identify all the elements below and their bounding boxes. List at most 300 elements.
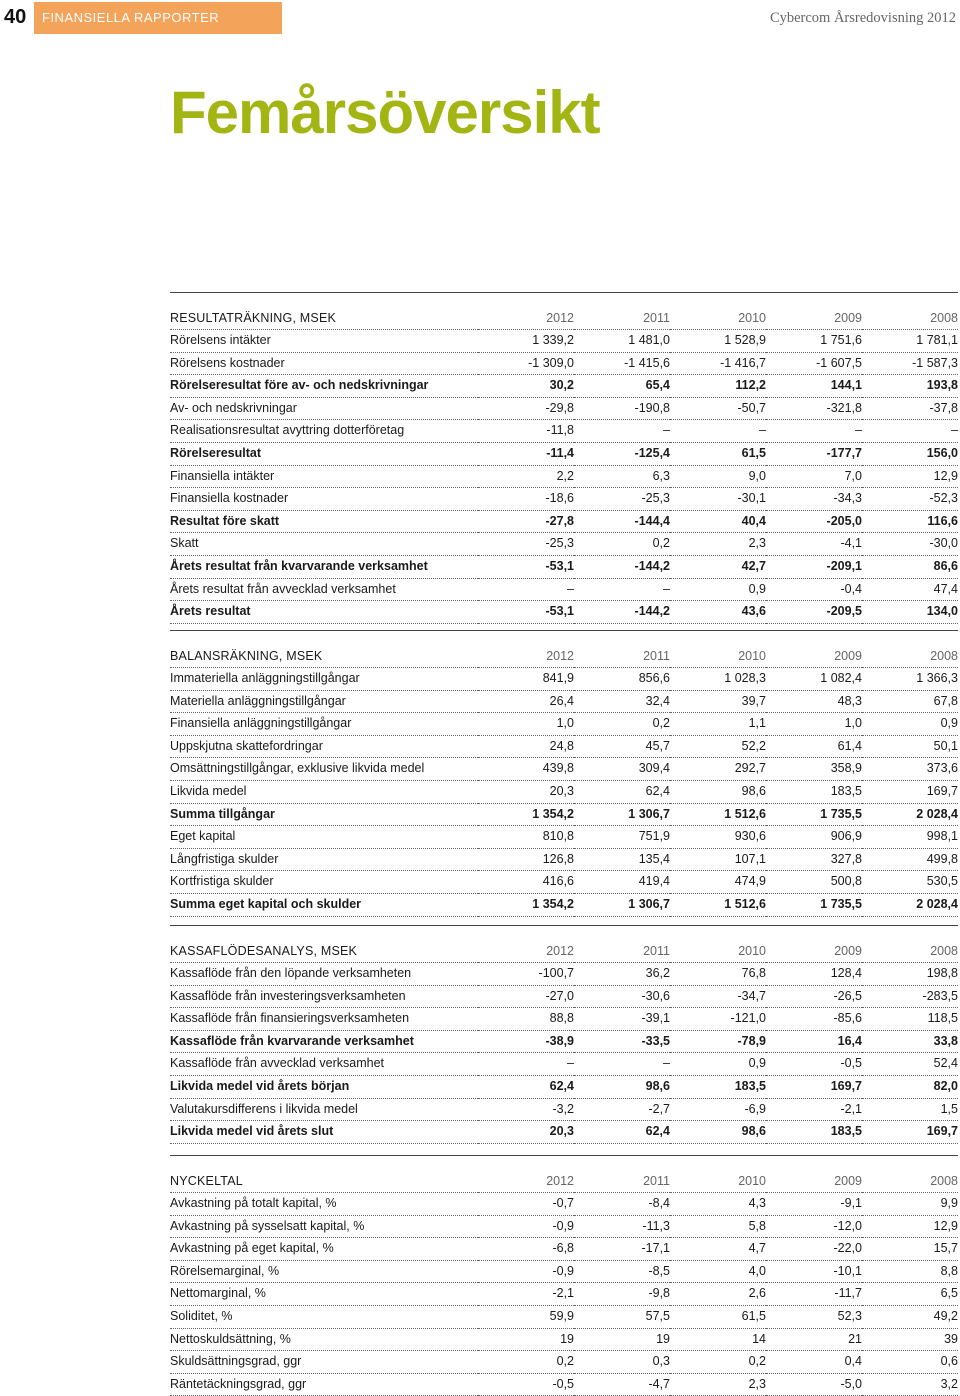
- row-value: 169,7: [862, 780, 958, 803]
- table-heading: KASSAFLÖDESANALYS, MSEK: [170, 926, 478, 963]
- row-value: 107,1: [670, 848, 766, 871]
- section-tab: FINANSIELLA RAPPORTER: [34, 2, 282, 34]
- table-row: [170, 442, 958, 465]
- row-label: Finansiella anläggningstillgångar: [170, 713, 478, 736]
- row-value: -27,8: [478, 510, 574, 533]
- row-value: 1 781,1: [862, 330, 958, 353]
- row-value: 292,7: [670, 758, 766, 781]
- row-value: 36,2: [574, 963, 670, 986]
- row-value: 3,2: [862, 1373, 958, 1396]
- table-row: [170, 735, 958, 758]
- row-value: 21: [766, 1328, 862, 1351]
- row-value: 1 354,2: [478, 893, 574, 916]
- row-label: Rörelsemarginal, %: [170, 1260, 478, 1283]
- year-header: 2008: [862, 1156, 958, 1193]
- row-label: Likvida medel: [170, 780, 478, 803]
- table-row: [170, 668, 958, 691]
- row-value: 1 512,6: [670, 893, 766, 916]
- row-label: Av- och nedskrivningar: [170, 397, 478, 420]
- row-value: 1 354,2: [478, 803, 574, 826]
- row-value: 20,3: [478, 780, 574, 803]
- row-value: -39,1: [574, 1008, 670, 1031]
- row-label: Årets resultat från kvarvarande verksamhet: [170, 555, 478, 578]
- row-value: 1 306,7: [574, 893, 670, 916]
- row-label: Uppskjutna skattefordringar: [170, 735, 478, 758]
- row-value: -4,7: [574, 1373, 670, 1396]
- row-value: 61,4: [766, 735, 862, 758]
- year-header: 2012: [478, 926, 574, 963]
- table-heading: RESULTATRÄKNING, MSEK: [170, 293, 478, 330]
- row-value: 62,4: [574, 1121, 670, 1144]
- row-value: -78,9: [670, 1030, 766, 1053]
- row-value: 4,3: [670, 1193, 766, 1216]
- year-header: 2011: [574, 926, 670, 963]
- row-value: -25,3: [478, 533, 574, 556]
- row-value: -209,5: [766, 601, 862, 624]
- row-value: –: [478, 578, 574, 601]
- row-value: 2,3: [670, 1373, 766, 1396]
- row-value: -2,1: [478, 1283, 574, 1306]
- row-value: 61,5: [670, 442, 766, 465]
- row-label: Likvida medel vid årets början: [170, 1075, 478, 1098]
- table-row: [170, 848, 958, 871]
- table-row: [170, 690, 958, 713]
- row-value: -144,4: [574, 510, 670, 533]
- row-value: 144,1: [766, 375, 862, 398]
- row-value: 52,2: [670, 735, 766, 758]
- row-value: 810,8: [478, 826, 574, 849]
- year-header: 2011: [574, 631, 670, 668]
- table-row: [170, 465, 958, 488]
- row-value: 62,4: [574, 780, 670, 803]
- row-value: 1 512,6: [670, 803, 766, 826]
- row-value: 1 366,3: [862, 668, 958, 691]
- row-value: 1 028,3: [670, 668, 766, 691]
- table-header-row: [170, 1156, 958, 1193]
- row-label: Immateriella anläggningstillgångar: [170, 668, 478, 691]
- row-value: 40,4: [670, 510, 766, 533]
- row-value: -37,8: [862, 397, 958, 420]
- row-label: Årets resultat: [170, 601, 478, 624]
- row-value: 5,8: [670, 1215, 766, 1238]
- row-value: 0,2: [574, 533, 670, 556]
- row-value: 118,5: [862, 1008, 958, 1031]
- row-value: 12,9: [862, 1215, 958, 1238]
- row-value: 61,5: [670, 1305, 766, 1328]
- row-value: 8,8: [862, 1260, 958, 1283]
- row-label: Långfristiga skulder: [170, 848, 478, 871]
- row-value: -30,6: [574, 985, 670, 1008]
- row-value: -85,6: [766, 1008, 862, 1031]
- row-value: -6,8: [478, 1238, 574, 1261]
- table-row: [170, 803, 958, 826]
- row-value: -11,7: [766, 1283, 862, 1306]
- year-header: 2012: [478, 1156, 574, 1193]
- row-value: -121,0: [670, 1008, 766, 1031]
- balans-table: [170, 630, 958, 917]
- table-row: [170, 1053, 958, 1076]
- year-header: 2012: [478, 293, 574, 330]
- row-value: -34,3: [766, 488, 862, 511]
- row-value: 19: [478, 1328, 574, 1351]
- table-row: [170, 510, 958, 533]
- row-value: 0,2: [574, 713, 670, 736]
- row-value: -100,7: [478, 963, 574, 986]
- table-row: [170, 1215, 958, 1238]
- row-label: Kortfristiga skulder: [170, 871, 478, 894]
- row-value: –: [478, 1053, 574, 1076]
- row-label: Avkastning på sysselsatt kapital, %: [170, 1215, 478, 1238]
- row-value: -0,5: [478, 1373, 574, 1396]
- year-header: 2010: [670, 631, 766, 668]
- row-label: Nettomarginal, %: [170, 1283, 478, 1306]
- row-value: 52,4: [862, 1053, 958, 1076]
- row-value: -52,3: [862, 488, 958, 511]
- row-value: 48,3: [766, 690, 862, 713]
- row-value: 1,0: [478, 713, 574, 736]
- row-value: -283,5: [862, 985, 958, 1008]
- row-value: 50,1: [862, 735, 958, 758]
- row-label: Soliditet, %: [170, 1305, 478, 1328]
- row-value: 59,9: [478, 1305, 574, 1328]
- table-row: [170, 601, 958, 624]
- row-value: -8,5: [574, 1260, 670, 1283]
- row-value: -17,1: [574, 1238, 670, 1261]
- row-value: 1 339,2: [478, 330, 574, 353]
- row-value: 751,9: [574, 826, 670, 849]
- row-value: -1 415,6: [574, 352, 670, 375]
- row-label: Avkastning på eget kapital, %: [170, 1238, 478, 1261]
- row-value: -125,4: [574, 442, 670, 465]
- row-value: 98,6: [574, 1075, 670, 1098]
- report-title: Cybercom Årsredovisning 2012: [769, 10, 956, 26]
- row-value: 1 481,0: [574, 330, 670, 353]
- row-label: Rörelseresultat: [170, 442, 478, 465]
- row-value: 2,6: [670, 1283, 766, 1306]
- resultat-table: [170, 292, 958, 624]
- row-value: 841,9: [478, 668, 574, 691]
- row-value: -18,6: [478, 488, 574, 511]
- row-value: -10,1: [766, 1260, 862, 1283]
- row-value: 930,6: [670, 826, 766, 849]
- row-value: 33,8: [862, 1030, 958, 1053]
- row-value: -53,1: [478, 555, 574, 578]
- table-row: [170, 420, 958, 443]
- year-header: 2012: [478, 631, 574, 668]
- row-label: Eget kapital: [170, 826, 478, 849]
- row-label: Avkastning på totalt kapital, %: [170, 1193, 478, 1216]
- row-value: 116,6: [862, 510, 958, 533]
- row-label: Nettoskuldsättning, %: [170, 1328, 478, 1351]
- row-value: 4,0: [670, 1260, 766, 1283]
- row-value: 9,9: [862, 1193, 958, 1216]
- row-label: Årets resultat från avvecklad verksamhet: [170, 578, 478, 601]
- row-value: 416,6: [478, 871, 574, 894]
- row-value: -9,1: [766, 1193, 862, 1216]
- row-value: 530,5: [862, 871, 958, 894]
- row-value: 19: [574, 1328, 670, 1351]
- table-row: [170, 1260, 958, 1283]
- row-value: 65,4: [574, 375, 670, 398]
- row-value: 52,3: [766, 1305, 862, 1328]
- row-value: -11,3: [574, 1215, 670, 1238]
- row-value: 0,9: [670, 1053, 766, 1076]
- row-value: -1 416,7: [670, 352, 766, 375]
- row-value: -0,7: [478, 1193, 574, 1216]
- row-value: 15,7: [862, 1238, 958, 1261]
- table-row: [170, 1283, 958, 1306]
- row-value: 88,8: [478, 1008, 574, 1031]
- row-label: Summa eget kapital och skulder: [170, 893, 478, 916]
- nyckel-table: [170, 1155, 958, 1396]
- row-value: 906,9: [766, 826, 862, 849]
- year-header: 2009: [766, 1156, 862, 1193]
- row-value: -26,5: [766, 985, 862, 1008]
- row-value: 82,0: [862, 1075, 958, 1098]
- row-value: 112,2: [670, 375, 766, 398]
- table-row: [170, 1328, 958, 1351]
- row-value: 0,3: [574, 1351, 670, 1374]
- table-row: [170, 555, 958, 578]
- table-row: [170, 780, 958, 803]
- row-value: 169,7: [766, 1075, 862, 1098]
- table-row: [170, 963, 958, 986]
- row-label: Kassaflöde från avvecklad verksamhet: [170, 1053, 478, 1076]
- row-value: 12,9: [862, 465, 958, 488]
- row-value: -3,2: [478, 1098, 574, 1121]
- row-value: 7,0: [766, 465, 862, 488]
- year-header: 2008: [862, 926, 958, 963]
- row-value: –: [574, 420, 670, 443]
- row-value: -321,8: [766, 397, 862, 420]
- year-header: 2009: [766, 631, 862, 668]
- year-header: 2011: [574, 293, 670, 330]
- row-value: 1 735,5: [766, 893, 862, 916]
- year-header: 2008: [862, 631, 958, 668]
- row-value: -50,7: [670, 397, 766, 420]
- row-value: 86,6: [862, 555, 958, 578]
- table-row: [170, 871, 958, 894]
- row-value: 439,8: [478, 758, 574, 781]
- row-value: -205,0: [766, 510, 862, 533]
- row-value: 6,3: [574, 465, 670, 488]
- year-header: 2010: [670, 293, 766, 330]
- table-row: [170, 397, 958, 420]
- row-value: -0,5: [766, 1053, 862, 1076]
- row-value: 0,9: [670, 578, 766, 601]
- year-header: 2009: [766, 293, 862, 330]
- row-value: -0,9: [478, 1260, 574, 1283]
- row-value: -0,4: [766, 578, 862, 601]
- row-value: 1,5: [862, 1098, 958, 1121]
- page-number: 40: [4, 6, 27, 28]
- row-value: -38,9: [478, 1030, 574, 1053]
- row-value: 1 306,7: [574, 803, 670, 826]
- row-value: -1 309,0: [478, 352, 574, 375]
- row-value: 126,8: [478, 848, 574, 871]
- row-value: -190,8: [574, 397, 670, 420]
- row-label: Kassaflöde från den löpande verksamheten: [170, 963, 478, 986]
- row-value: -2,1: [766, 1098, 862, 1121]
- table-row: [170, 330, 958, 353]
- table-header-row: [170, 293, 958, 330]
- kassa-table: [170, 925, 958, 1144]
- table-row: [170, 713, 958, 736]
- row-value: -1 587,3: [862, 352, 958, 375]
- row-value: 998,1: [862, 826, 958, 849]
- row-value: -34,7: [670, 985, 766, 1008]
- table-row: [170, 893, 958, 916]
- row-value: 98,6: [670, 780, 766, 803]
- table-row: [170, 352, 958, 375]
- year-header: 2010: [670, 1156, 766, 1193]
- row-value: -8,4: [574, 1193, 670, 1216]
- row-label: Likvida medel vid årets slut: [170, 1121, 478, 1144]
- row-value: -11,8: [478, 420, 574, 443]
- row-value: 183,5: [766, 1121, 862, 1144]
- row-value: 26,4: [478, 690, 574, 713]
- page-header: [0, 0, 960, 36]
- row-value: -9,8: [574, 1283, 670, 1306]
- row-label: Rörelseresultat före av- och nedskrivningar: [170, 375, 478, 398]
- row-value: 193,8: [862, 375, 958, 398]
- row-value: -2,7: [574, 1098, 670, 1121]
- row-value: -1 607,5: [766, 352, 862, 375]
- row-label: Skuldsättningsgrad, ggr: [170, 1351, 478, 1374]
- row-value: 49,2: [862, 1305, 958, 1328]
- table-header-row: [170, 926, 958, 963]
- row-value: -5,0: [766, 1373, 862, 1396]
- row-value: 183,5: [670, 1075, 766, 1098]
- row-value: -27,0: [478, 985, 574, 1008]
- row-value: 128,4: [766, 963, 862, 986]
- table-row: [170, 1193, 958, 1216]
- row-value: 9,0: [670, 465, 766, 488]
- table-row: [170, 1238, 958, 1261]
- row-value: 43,6: [670, 601, 766, 624]
- row-value: 309,4: [574, 758, 670, 781]
- row-value: 32,4: [574, 690, 670, 713]
- table-row: [170, 1008, 958, 1031]
- row-value: 0,6: [862, 1351, 958, 1374]
- row-value: 499,8: [862, 848, 958, 871]
- table-heading: BALANSRÄKNING, MSEK: [170, 631, 478, 668]
- row-value: 98,6: [670, 1121, 766, 1144]
- row-value: 1,1: [670, 713, 766, 736]
- row-value: 474,9: [670, 871, 766, 894]
- row-value: 500,8: [766, 871, 862, 894]
- row-value: 1,0: [766, 713, 862, 736]
- row-value: 135,4: [574, 848, 670, 871]
- table-row: [170, 1121, 958, 1144]
- row-value: 0,2: [670, 1351, 766, 1374]
- table-row: [170, 1098, 958, 1121]
- table-row: [170, 1075, 958, 1098]
- row-label: Skatt: [170, 533, 478, 556]
- year-header: 2009: [766, 926, 862, 963]
- row-value: 156,0: [862, 442, 958, 465]
- row-label: Kassaflöde från kvarvarande verksamhet: [170, 1030, 478, 1053]
- row-value: 1 528,9: [670, 330, 766, 353]
- row-value: 1 735,5: [766, 803, 862, 826]
- row-value: 373,6: [862, 758, 958, 781]
- row-value: 2,2: [478, 465, 574, 488]
- table-row: [170, 1305, 958, 1328]
- row-value: 327,8: [766, 848, 862, 871]
- row-value: -25,3: [574, 488, 670, 511]
- row-value: 67,8: [862, 690, 958, 713]
- row-value: -144,2: [574, 601, 670, 624]
- table-row: [170, 985, 958, 1008]
- row-value: –: [574, 578, 670, 601]
- row-value: 198,8: [862, 963, 958, 986]
- row-value: 47,4: [862, 578, 958, 601]
- row-value: -209,1: [766, 555, 862, 578]
- row-value: -53,1: [478, 601, 574, 624]
- table-row: [170, 1351, 958, 1374]
- year-header: 2011: [574, 1156, 670, 1193]
- row-value: 0,2: [478, 1351, 574, 1374]
- row-value: 2,3: [670, 533, 766, 556]
- row-value: -22,0: [766, 1238, 862, 1261]
- row-value: -12,0: [766, 1215, 862, 1238]
- row-label: Finansiella intäkter: [170, 465, 478, 488]
- row-value: 42,7: [670, 555, 766, 578]
- row-value: 39: [862, 1328, 958, 1351]
- table-heading: NYCKELTAL: [170, 1156, 478, 1193]
- row-value: -33,5: [574, 1030, 670, 1053]
- table-row: [170, 758, 958, 781]
- row-value: 30,2: [478, 375, 574, 398]
- row-value: 183,5: [766, 780, 862, 803]
- row-value: 856,6: [574, 668, 670, 691]
- row-label: Räntetäckningsgrad, ggr: [170, 1373, 478, 1396]
- row-value: 45,7: [574, 735, 670, 758]
- table-header-row: [170, 631, 958, 668]
- row-value: 76,8: [670, 963, 766, 986]
- row-value: 4,7: [670, 1238, 766, 1261]
- row-value: -6,9: [670, 1098, 766, 1121]
- row-value: 6,5: [862, 1283, 958, 1306]
- row-value: 14: [670, 1328, 766, 1351]
- row-value: -4,1: [766, 533, 862, 556]
- row-label: Omsättningstillgångar, exklusive likvida medel: [170, 758, 478, 781]
- row-value: –: [574, 1053, 670, 1076]
- row-value: 358,9: [766, 758, 862, 781]
- row-label: Kassaflöde från investeringsverksamheten: [170, 985, 478, 1008]
- row-value: –: [670, 420, 766, 443]
- table-row: [170, 533, 958, 556]
- row-value: 0,9: [862, 713, 958, 736]
- row-value: 419,4: [574, 871, 670, 894]
- row-value: –: [766, 420, 862, 443]
- table-row: [170, 578, 958, 601]
- row-label: Rörelsens intäkter: [170, 330, 478, 353]
- row-value: -0,9: [478, 1215, 574, 1238]
- year-header: 2010: [670, 926, 766, 963]
- row-value: -144,2: [574, 555, 670, 578]
- row-value: -11,4: [478, 442, 574, 465]
- row-value: 20,3: [478, 1121, 574, 1144]
- row-value: 0,4: [766, 1351, 862, 1374]
- row-value: -29,8: [478, 397, 574, 420]
- table-row: [170, 826, 958, 849]
- row-value: -177,7: [766, 442, 862, 465]
- row-value: -30,0: [862, 533, 958, 556]
- table-row: [170, 1030, 958, 1053]
- page-title: Femårsöversikt: [170, 79, 600, 146]
- table-row: [170, 375, 958, 398]
